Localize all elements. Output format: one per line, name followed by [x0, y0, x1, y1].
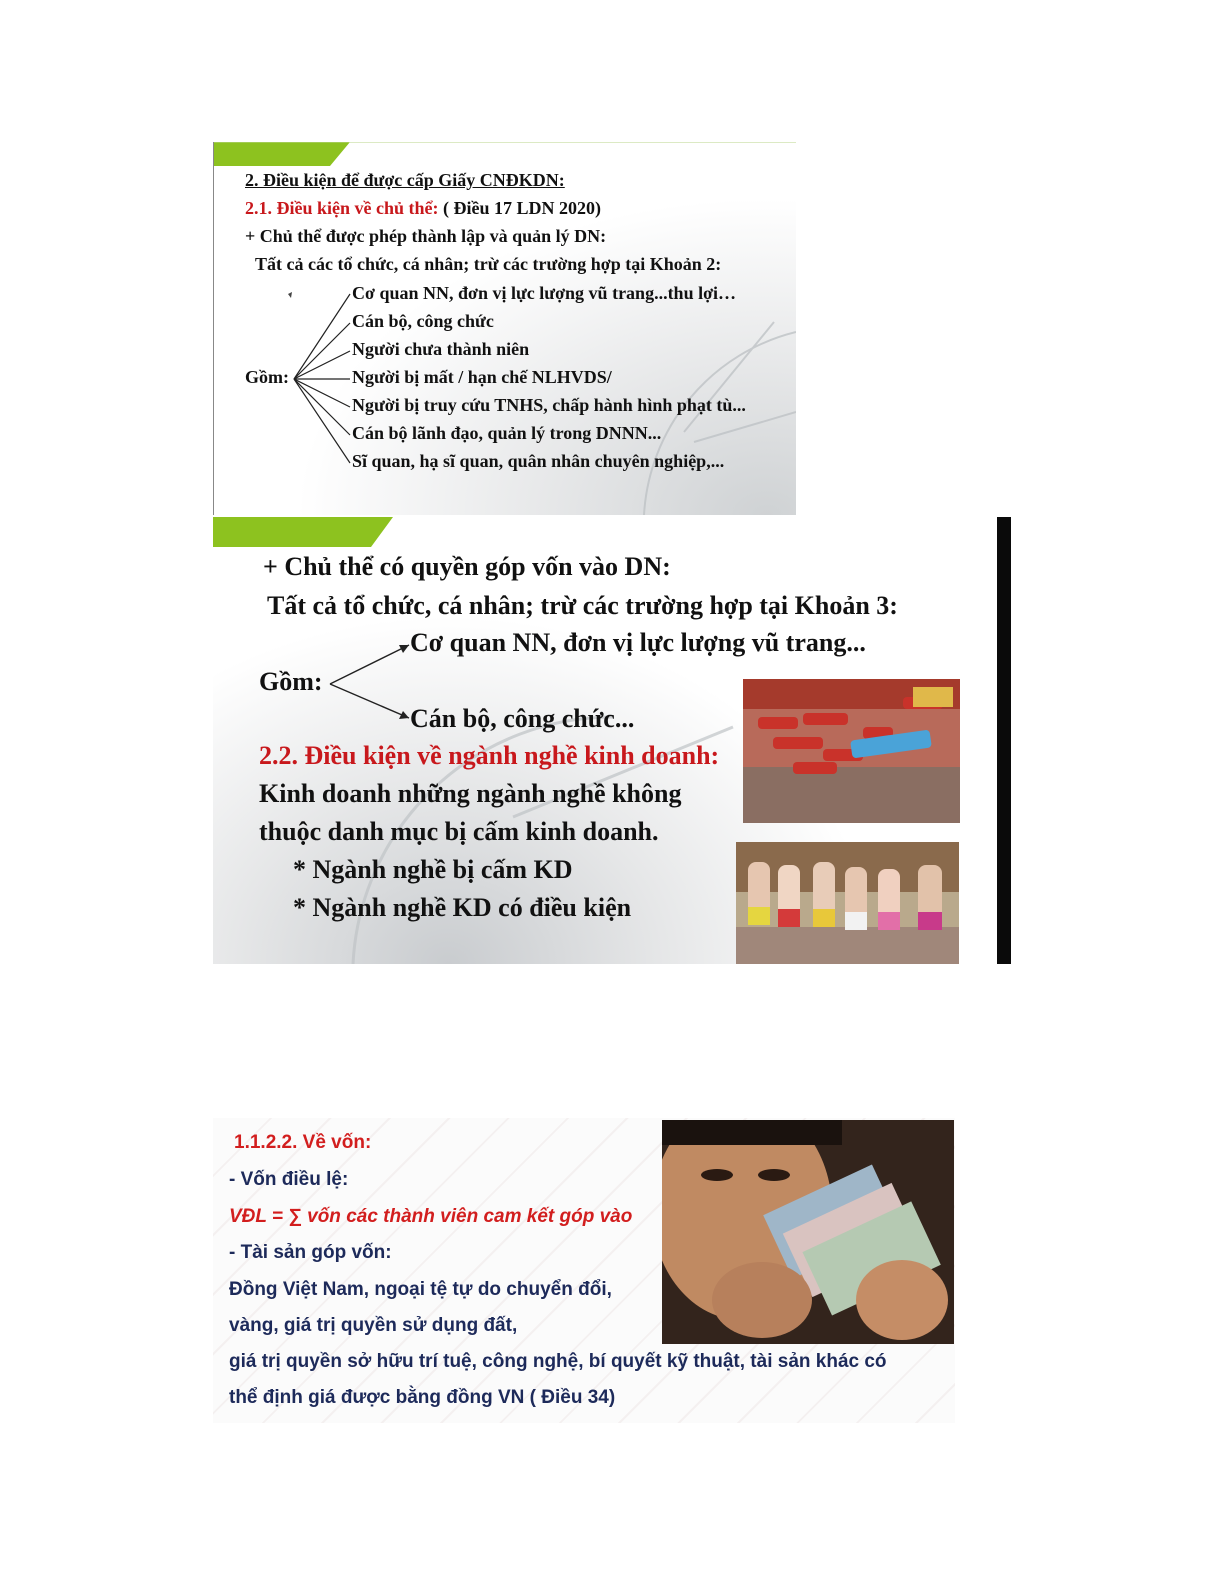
- list-item: Cơ quan NN, đơn vị lực lượng vũ trang...: [410, 628, 866, 657]
- clock-watermark: [644, 322, 796, 515]
- slide2-body1: Kinh doanh những ngành nghề không: [259, 779, 682, 808]
- list-item: Cán bộ, công chức: [352, 311, 494, 331]
- list-item: Người chưa thành niên: [352, 339, 530, 359]
- slide2-body2: thuộc danh mục bị cấm kinh doanh.: [259, 817, 659, 846]
- slide3-line4: vàng, giá trị quyền sử dụng đất,: [229, 1315, 518, 1336]
- slide3-line2: - Tài sản góp vốn:: [229, 1242, 392, 1263]
- list-item: Sĩ quan, hạ sĩ quan, quân nhân chuyên nghiệp,...: [352, 451, 725, 471]
- list-item: Người bị truy cứu TNHS, chấp hành hình phạt tù...: [352, 395, 746, 415]
- slide2-label: Gồm:: [259, 667, 323, 696]
- slide1-heading: 2. Điều kiện để được cấp Giấy CNĐKDN:: [245, 170, 565, 190]
- slide-subject-conditions: [213, 142, 796, 515]
- slide3-line5: giá trị quyền sở hữu trí tuệ, công nghệ, bí quyết kỹ thuật, tài sản khác có: [229, 1351, 887, 1372]
- green-accent-bar: [214, 142, 350, 166]
- slide3-line1: - Vốn điều lệ:: [229, 1169, 349, 1190]
- business-condition-title: 2.2. Điều kiện về ngành nghề kinh doanh:: [259, 741, 720, 770]
- slide3-line3: Đồng Việt Nam, ngoại tệ tự do chuyển đổi,: [229, 1279, 612, 1300]
- fan-arrows: [330, 645, 409, 718]
- slide2-line2: Tất cả tổ chức, cá nhân; trừ các trường hợp tại Khoản 3:: [267, 591, 898, 620]
- slide1-label: Gồm:: [245, 367, 289, 387]
- money-photo: [662, 1120, 954, 1344]
- slide-capital: [213, 1118, 955, 1423]
- fan-arrows: [294, 294, 350, 463]
- list-item: Cán bộ, công chức...: [410, 704, 635, 733]
- slide1-line1: + Chủ thể được phép thành lập và quản lý DN:: [245, 226, 607, 246]
- slide3-heading: 1.1.2.2. Về vốn:: [234, 1132, 372, 1153]
- black-edge-bar: [997, 517, 1011, 964]
- slide3-line6: thể định giá được bằng đồng VN ( Điều 34): [229, 1387, 616, 1408]
- slide1-subheading: [245, 198, 601, 219]
- list-item: Người bị mất / hạn chế NLHVDS/: [352, 367, 612, 387]
- law-reference: ( Điều 17 LDN 2020): [438, 198, 601, 218]
- slide2-bullet2: * Ngành nghề KD có điều kiện: [293, 893, 632, 922]
- capital-formula: VĐL = ∑ vốn các thành viên cam kết góp vào: [229, 1206, 633, 1227]
- slide1-line2: Tất cả các tổ chức, cá nhân; trừ các trường hợp tại Khoản 2:: [255, 254, 722, 274]
- slide2-line1: + Chủ thể có quyền góp vốn vào DN:: [263, 552, 671, 581]
- firecrackers-photo: [743, 679, 960, 823]
- list-item: Cán bộ lãnh đạo, quản lý trong DNNN...: [352, 423, 662, 443]
- slide-capital-contribution: [213, 517, 1011, 964]
- subject-condition-title: 2.1. Điều kiện về chủ thể:: [245, 198, 439, 218]
- green-accent-bar: [213, 517, 393, 547]
- slide2-bullet1: * Ngành nghề bị cấm KD: [293, 855, 573, 884]
- people-photo: [736, 842, 959, 964]
- list-item: Cơ quan NN, đơn vị lực lượng vũ trang...thu lợi…: [352, 283, 737, 303]
